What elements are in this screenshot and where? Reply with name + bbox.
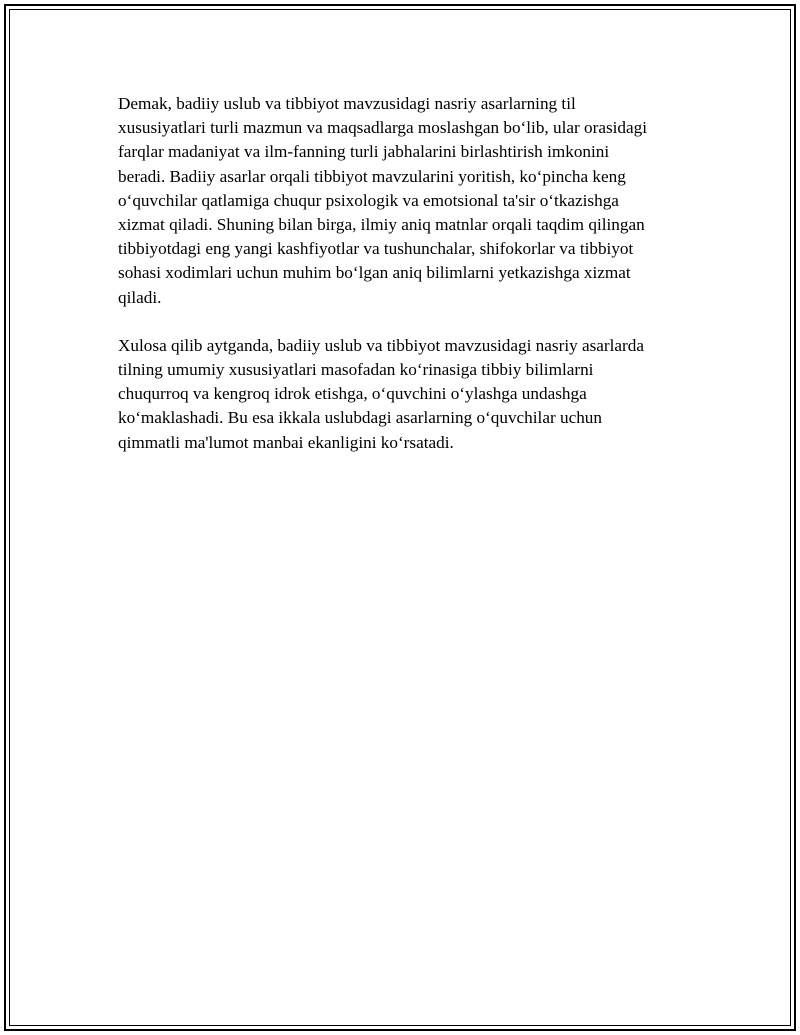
text-line: xizmat qiladi. Shuning bilan birga, ilmiy aniq matnlar orqali taqdim qilingan xyxy=(118,215,645,235)
text-line: koʻmaklashadi. Bu esa ikkala uslubdagi asarlarning oʻquvchilar uchun xyxy=(118,408,602,428)
text-line: beradi. Badiiy asarlar orqali tibbiyot mavzularini yoritish, koʻpincha keng xyxy=(118,166,626,186)
text-line: Xulosa qilib aytganda, badiiy uslub va tibbiyot mavzusidagi nasriy asarlarda xyxy=(118,335,645,355)
document-body xyxy=(118,92,698,455)
text-line: sohasi xodimlari uchun muhim boʻlgan aniq bilimlarni yetkazishga xizmat xyxy=(118,263,631,283)
text-line: tilning umumiy xususiyatlari masofadan koʻrinasiga tibbiy bilimlarni xyxy=(118,360,594,380)
text-line: xususiyatlari turli mazmun va maqsadlarga moslashgan boʻlib, ular orasidagi xyxy=(118,118,648,138)
text-line: chuqurroq va kengroq idrok etishga, oʻquvchini oʻylashga undashga xyxy=(118,384,587,404)
text-line: qimmatli ma'lumot manbai ekanligini koʻrsatadi. xyxy=(118,432,454,452)
text-line: tibbiyotdagi eng yangi kashfiyotlar va tushunchalar, shifokorlar va tibbiyot xyxy=(118,239,634,259)
text-line: farqlar madaniyat va ilm-fanning turli jabhalarini birlashtirish imkonini xyxy=(118,142,610,162)
paragraph-conclusion-intro xyxy=(118,92,698,310)
text-line: qiladi. xyxy=(118,287,162,307)
text-line: Demak, badiiy uslub va tibbiyot mavzusidagi nasriy asarlarning til xyxy=(118,94,576,113)
paragraph-summary xyxy=(118,334,698,455)
text-line: oʻquvchilar qatlamiga chuqur psixologik va emotsional ta'sir oʻtkazishga xyxy=(118,190,619,210)
